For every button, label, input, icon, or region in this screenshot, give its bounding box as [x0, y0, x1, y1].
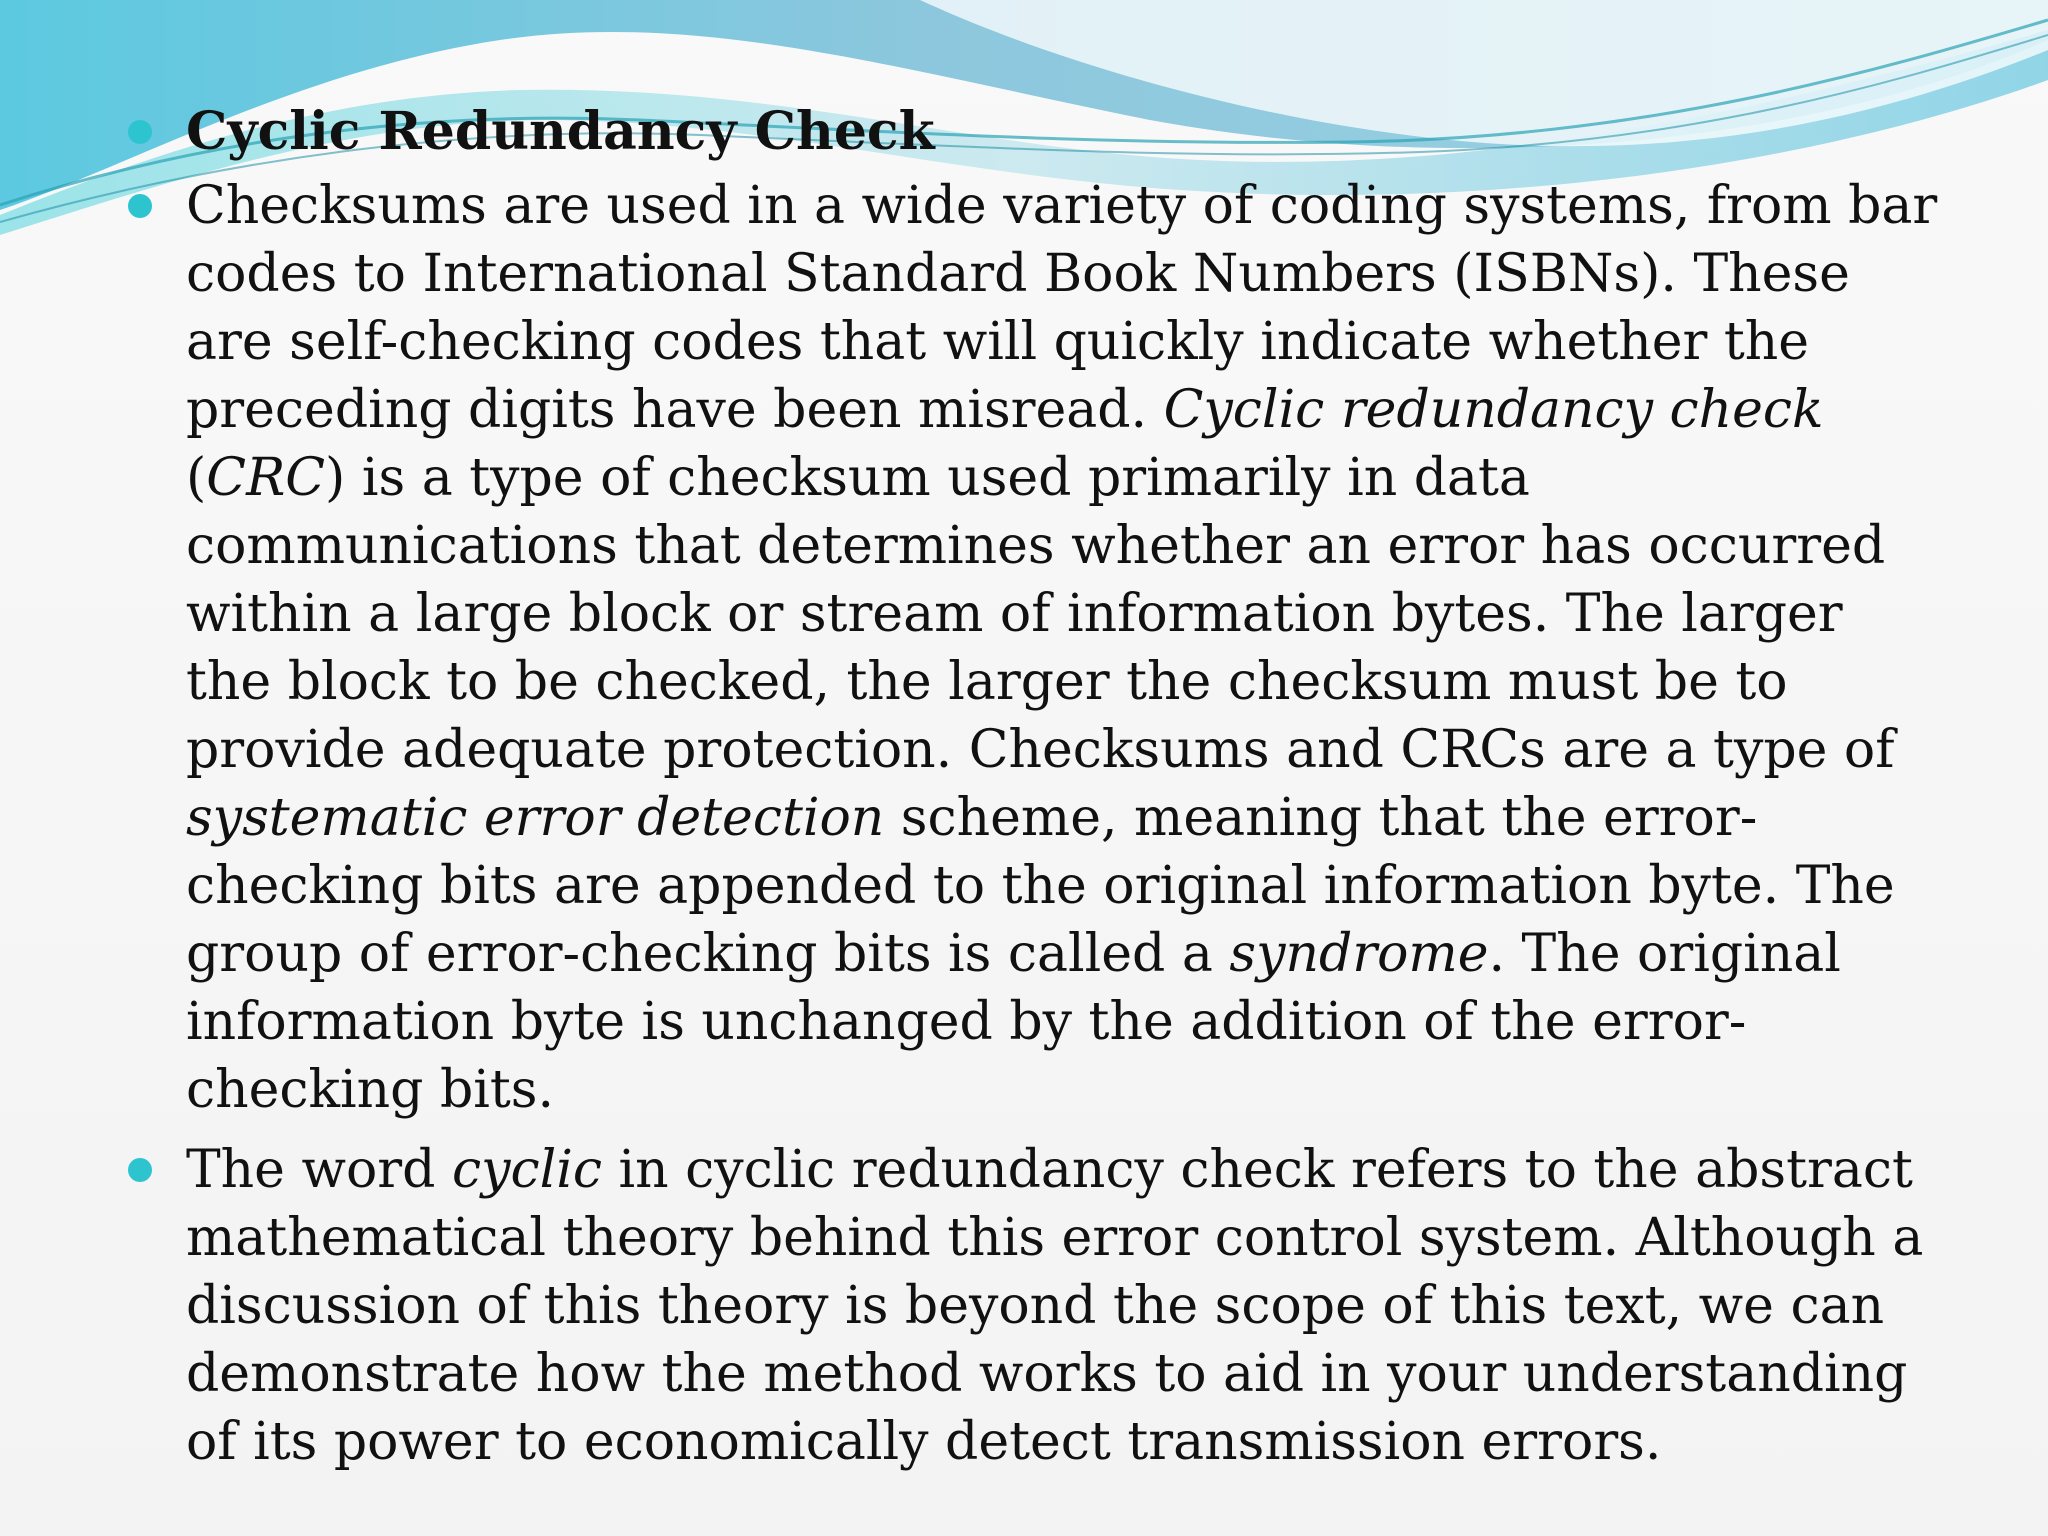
- bullet-dot-icon: [128, 194, 152, 218]
- bullet-dot-icon: [128, 120, 152, 144]
- italic-term: Cyclic redundancy check: [1163, 380, 1824, 440]
- bullet-item: [128, 98, 1938, 166]
- italic-term: cyclic: [451, 1140, 602, 1200]
- bullet-dot-icon: [128, 1158, 152, 1182]
- bullet-list: [128, 98, 1938, 1488]
- bullet-item: [128, 172, 1938, 1124]
- bullet-item: [128, 1136, 1938, 1476]
- text-segment: scheme, meaning that the error-checking bits are appended to the original information byte. The group of error-checking bits is called a: [186, 788, 1895, 984]
- bullet-text: [186, 101, 935, 162]
- italic-term: syndrome: [1229, 924, 1489, 984]
- italic-term: systematic error detection: [186, 788, 885, 848]
- text-segment: Checksums are used in a wide variety of coding systems, from bar codes to International Standard Book Numbers (ISBNs). These are self-checking codes that will quickly indicate whether the preceding digits have been misread.: [186, 176, 1938, 440]
- text-segment: (: [186, 448, 207, 508]
- italic-term: CRC: [206, 448, 326, 508]
- text-segment: in cyclic redundancy check refers to the abstract mathematical theory behind this error control system. Although a discussion of this theory is beyond the scope of this text, we can demonstrate how the method works to aid in your understanding of its power to economically detect transmission errors.: [186, 1140, 1924, 1472]
- text-segment: The word: [186, 1140, 452, 1200]
- text-segment: ) is a type of checksum used primarily in data communications that determines whether an error has occurred within a large block or stream of information bytes. The larger the block to be checked, the larger the checksum must be to provide adequate protection. Checksums and CRCs are a type of: [186, 448, 1895, 780]
- bullet-text: [186, 176, 1937, 1120]
- bullet-text: [186, 1140, 1923, 1472]
- text-segment: Cyclic Redundancy Check: [186, 101, 935, 162]
- text-segment: . The original information byte is unchanged by the addition of the error-checking bits.: [186, 924, 1841, 1120]
